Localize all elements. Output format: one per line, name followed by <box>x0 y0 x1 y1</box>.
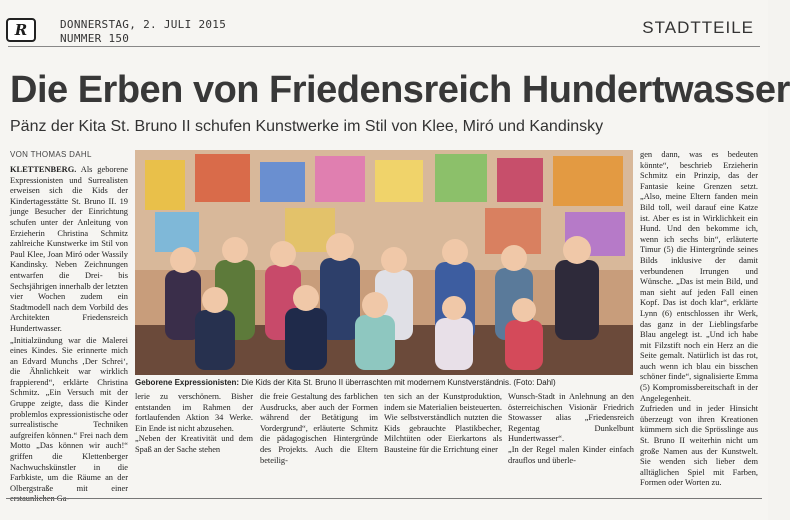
header-divider <box>8 46 760 47</box>
paragraph: Wunsch-Stadt in Anlehnung an den österreichischen Visionär Friedrich Stowasser alias „Friedensreich Regentag Dunkelbunt Hundertwasser“. „In der Regel malen Kinder einfach drauflos und überle- <box>508 392 634 465</box>
paragraph: „Initialzündung war die Malerei eines Kindes. Sie erinnerte mich an Edvard Munchs ‚Der Schrei‘, die Ähnlichkeit war wirklich frappierend“, erklärte Christina Schmitz. „Ein Versuch mit der Gruppe zeigte, dass die Kinder problemlos expressionistische oder surrealistische Techniken aufgreifen können.“ Frei nach dem Motto „Das können wir auch!“ griffen die Klettenberger Nachwuchskünstler in die Farbkiste, um die Räume an der Olbergstraße mit einer erstaunlichen Ga- <box>10 335 128 504</box>
bottom-divider <box>6 498 762 499</box>
article-column-2 <box>135 392 253 496</box>
headline: Die Erben von Friedensreich Hundertwasser <box>10 69 790 111</box>
paragraph: gen dann, was es bedeuten könnte“, beschrieb Erzieherin Schmitz ein Prinzip, das der Fantasie keine Grenzen setzt. „Also, meine Eltern fanden mein Bild toll, weil darauf eine Katze ist. Aber es ist in Wirklichkeit ein Hund. Und den bekomme ich, wenn ich sechs bin“, erläuterte Timur (5) die Hintergründe seines Bilds inklusive der damit verbundenen Irrungen und Wünsche. „Das ist mein Bild, und man sieht auf jeden Fall einen Kopf. Das ist doch klar“, erklärte Lynn (6) entschlossen ihr Werk, das ganz in der Lieblingsfarbe Blau angelegt ist. „Und ich habe mit Filzstift noch ein Herz an die Seite gemalt. Natürlich ist das rot, auch wenn ich blau ein bisschen schöner finde“, signalisierte Emma (5) Kompromissbereitschaft in der Angelegenheit. Zufrieden und in jeder Hinsicht überzeugt von ihren Kreationen kümmern sich die Sprösslinge aus St. Bruno II weiterhin nicht um große Namen aus der Kunstwelt. Sie wenden sich lieber dem alltäglichen Spiel mit Farben, Formen oder Worten zu. <box>640 150 758 488</box>
article-column-3 <box>260 392 378 496</box>
paragraph: lerie zu verschönern. Bisher entstanden im Rahmen der fortlaufenden Aktion 34 Werke. Ein Ende ist nicht abzusehen. „Neben der Kreativität und dem Spaß an der Sache stehen <box>135 392 253 454</box>
date-line: DONNERSTAG, 2. JULI 2015 <box>60 18 227 31</box>
section-title: STADTTEILE <box>642 18 754 37</box>
issue-line: NUMMER 150 <box>60 32 130 45</box>
newspaper-logo: R <box>6 18 36 42</box>
children-photo-illustration <box>135 150 633 375</box>
paragraph: Als geborene Expressionisten und Surrealisten erweisen sich die Kids der Kindertagesstätte St. Bruno II. 19 junge Besucher der Einrichtung schufen unter der Anleitung von Erzieherin Christina Schmitz zahlreiche Kunstwerke im Stil von Paul Klee, Joan Miró oder Wassily Kandinsky. Neben Zeichnungen entwarfen die Drei- bis Sechsjährigen innerhalb der letzten vier Wochen zudem ein Stadtmodell nach dem Vorbild des Architekten Friedensreich Hundertwasser. <box>10 165 128 333</box>
subheadline: Pänz der Kita St. Bruno II schufen Kunstwerke im Stil von Klee, Miró und Kandinsky <box>10 118 604 135</box>
article-column-4 <box>384 392 502 496</box>
group-photo <box>135 150 633 375</box>
article-column-6 <box>640 150 758 496</box>
date-block <box>60 18 226 46</box>
paragraph: ten sich an der Kunstproduktion, indem sie Materialien beisteuerten. Wie selbstverständlich nutzten die Kids gebrauchte Plastikbecher, Milchtüten oder Eierkartons als Bausteine für die Errichtung einer <box>384 392 502 454</box>
paragraph: die freie Gestaltung des farblichen Ausdrucks, aber auch der Formen während der Betätigung im Vordergrund“, erläuterte Schmitz die pädagogischen Hintergründe des Projekts. Auch die Eltern beteilig- <box>260 392 378 465</box>
caption-lead: Geborene Expressionisten: <box>135 378 240 387</box>
article-column-1 <box>10 165 128 504</box>
dateline-location: KLETTENBERG. <box>10 165 77 174</box>
article-column-5 <box>508 392 634 496</box>
photo-caption <box>135 378 635 387</box>
byline: VON THOMAS DAHL <box>10 150 92 159</box>
caption-text: Die Kids der Kita St. Bruno II überraschten mit modernem Kunstverständnis. (Foto: Dahl) <box>241 378 556 387</box>
